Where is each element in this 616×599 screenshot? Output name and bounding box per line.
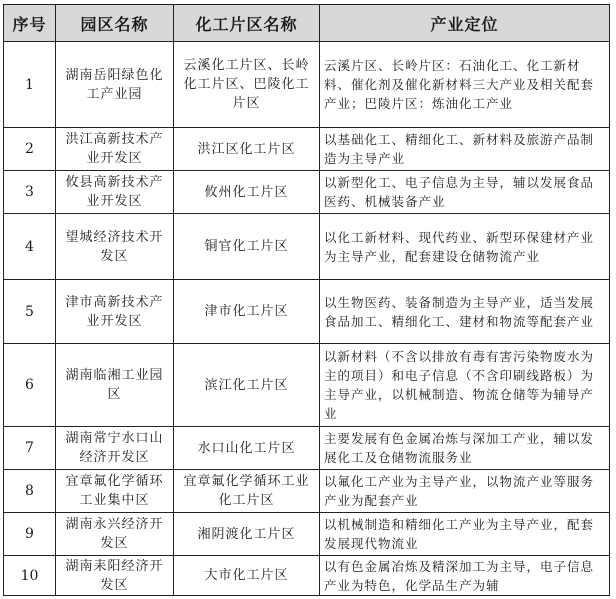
row-positioning: 以有色金属冶炼及精深加工为主导，电子信息产业为特色，化学品生产为辅: [320, 556, 610, 596]
header-zone-name: 化工片区名称: [174, 5, 320, 42]
row-no: 6: [4, 344, 56, 427]
row-zone-name: 宜章氟化学循环工业化工片区: [174, 470, 320, 513]
row-no: 9: [4, 513, 56, 556]
row-park-name: 湖南永兴经济开发区: [56, 513, 174, 556]
table-row: [4, 427, 610, 470]
table-row: [4, 128, 610, 171]
row-positioning: 云溪片区、长岭片区：石油化工、化工新材料、催化剂及催化新材料三大产业及相关配套产业；巴陵片区：炼油化工产业: [320, 42, 610, 128]
row-positioning: 以新型化工、电子信息为主导，辅以发展食品医药、机械装备产业: [320, 171, 610, 214]
row-no: 10: [4, 556, 56, 596]
header-no: 序号: [4, 5, 56, 42]
table-row: [4, 42, 610, 128]
table-row: [4, 280, 610, 344]
row-zone-name: 水口山化工片区: [174, 427, 320, 470]
row-zone-name: 攸州化工片区: [174, 171, 320, 214]
row-zone-name: 津市化工片区: [174, 280, 320, 344]
row-park-name: 攸县高新技术产业开发区: [56, 171, 174, 214]
row-park-name: 湖南常宁水口山经济开发区: [56, 427, 174, 470]
table-header-row: [4, 5, 610, 42]
industrial-parks-table: [3, 4, 610, 596]
row-no: 4: [4, 214, 56, 280]
row-zone-name: 滨江化工片区: [174, 344, 320, 427]
row-park-name: 洪江高新技术产业开发区: [56, 128, 174, 171]
table-row: [4, 344, 610, 427]
row-zone-name: 大市化工片区: [174, 556, 320, 596]
row-no: 5: [4, 280, 56, 344]
row-park-name: 望城经济技术开发区: [56, 214, 174, 280]
row-zone-name: 洪江区化工片区: [174, 128, 320, 171]
row-park-name: 湖南临湘工业园区: [56, 344, 174, 427]
row-positioning: 以生物医药、装备制造为主导产业，适当发展食品加工、精细化工、建材和物流等配套产业: [320, 280, 610, 344]
row-positioning: 以化工新材料、现代药业、新型环保建材产业为主导产业，配套建设仓储物流产业: [320, 214, 610, 280]
row-park-name: 津市高新技术产业开发区: [56, 280, 174, 344]
row-no: 1: [4, 42, 56, 128]
table-row: [4, 556, 610, 596]
row-zone-name: 云溪化工片区、长岭化工片区、巴陵化工片区: [174, 42, 320, 128]
row-no: 2: [4, 128, 56, 171]
table-row: [4, 214, 610, 280]
row-positioning: 以机械制造和精细化工产业为主导产业，配套发展现代物流业: [320, 513, 610, 556]
row-no: 7: [4, 427, 56, 470]
row-positioning: 主要发展有色金属冶炼与深加工产业，辅以发展化工及仓储物流服务业: [320, 427, 610, 470]
header-park-name: 园区名称: [56, 5, 174, 42]
row-positioning: 以新材料（不含以排放有毒有害污染物废水为主的项目）和电子信息（不含印刷线路板）为主导产业，以机械制造、物流仓储等为辅导产业: [320, 344, 610, 427]
table-row: [4, 171, 610, 214]
row-positioning: 以氟化工产业为主导产业，以物流产业等服务产业为配套产业: [320, 470, 610, 513]
row-no: 8: [4, 470, 56, 513]
row-park-name: 湖南耒阳经济开发区: [56, 556, 174, 596]
table-row: [4, 513, 610, 556]
header-positioning: 产业定位: [320, 5, 610, 42]
row-no: 3: [4, 171, 56, 214]
row-zone-name: 铜官化工片区: [174, 214, 320, 280]
row-park-name: 湖南岳阳绿色化工产业园: [56, 42, 174, 128]
row-positioning: 以基础化工、精细化工、新材料及旅游产品制造为主导产业: [320, 128, 610, 171]
row-park-name: 宜章氟化学循环工业集中区: [56, 470, 174, 513]
table-row: [4, 470, 610, 513]
row-zone-name: 湘阴渡化工片区: [174, 513, 320, 556]
